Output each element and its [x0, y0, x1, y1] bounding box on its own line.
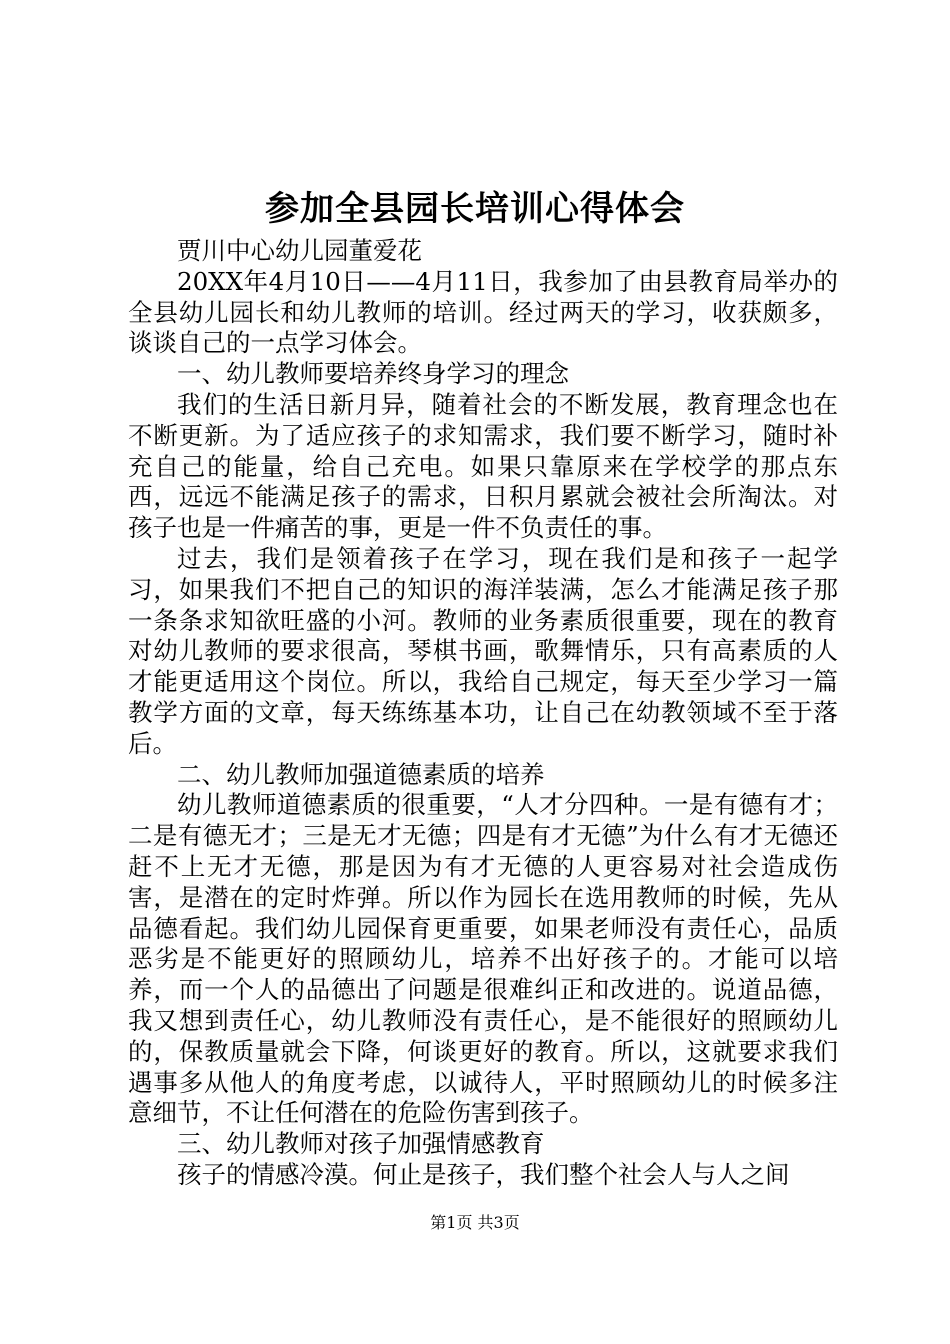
document-title: 参加全县园长培训心得体会	[265, 189, 685, 229]
author-line: 贾川中心幼儿园董爱花	[177, 236, 422, 265]
body-paragraph: 过去，我们是领着孩子在学习，现在我们是和孩子一起学习，如果我们不把自己的知识的海洋装满，怎么才能满足孩子那一条条求知欲旺盛的小河。教师的业务素质很重要，现在的教育对幼儿教师的要求很高，琴棋书画，歌舞情乐，只有高素质的人才能更适用这个岗位。所以，我给自己规定，每天至少学习一篇教学方面的文章，每天练练基本功，让自己在幼教领域不至于落后。	[128, 543, 838, 758]
body-paragraph: 我们的生活日新月异，随着社会的不断发展，教育理念也在不断更新。为了适应孩子的求知需求，我们要不断学习，随时补充自己的能量，给自己充电。如果只靠原来在学校学的那点东西，远远不能满足孩子的需求，日积月累就会被社会所淘汰。对孩子也是一件痛苦的事，更是一件不负责任的事。	[128, 389, 838, 543]
section-heading-1: 一、幼儿教师要培养终身学习的理念	[177, 359, 569, 389]
section-heading-2: 二、幼儿教师加强道德素质的培养	[177, 759, 545, 789]
section-heading-3: 三、幼儿教师对孩子加强情感教育	[177, 1129, 545, 1159]
body-paragraph: 幼儿教师道德素质的很重要，“人才分四种。一是有德有才；二是有德无才；三是无才无德；四是有才无德”为什么有才无德还赶不上无才无德，那是因为有才无德的人更容易对社会造成伤害，是潜在的定时炸弹。所以作为园长在选用教师的时候，先从品德看起。我们幼儿园保育更重要，如果老师没有责任心，品质恶劣是不能更好的照顾幼儿，培养不出好孩子的。才能可以培养，而一个人的品德出了问题是很难纠正和改进的。说道品德，我又想到责任心，幼儿教师没有责任心，是不能很好的照顾幼儿的，保教质量就会下降，何谈更好的教育。所以，这就要求我们遇事多从他人的角度考虑，以诚待人，平时照顾幼儿的时候多注意细节，不让任何潜在的危险伤害到孩子。	[128, 790, 838, 1128]
page-number-footer: 第1页 共3页	[430, 1213, 520, 1232]
document-body	[128, 236, 838, 1191]
intro-paragraph: 20XX年4月10日——4月11日，我参加了由县教育局举办的全县幼儿园长和幼儿教师的培训。经过两天的学习，收获颇多，谈谈自己的一点学习体会。	[128, 266, 838, 358]
body-paragraph: 孩子的情感冷漠。何止是孩子，我们整个社会人与人之间	[177, 1159, 790, 1189]
